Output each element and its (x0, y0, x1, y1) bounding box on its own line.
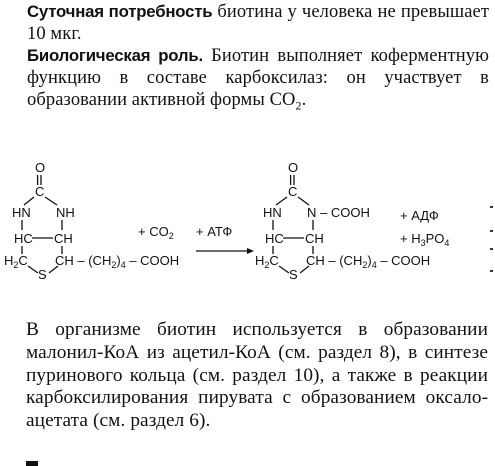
biotin-bond-c-right-n (45, 197, 57, 205)
biotin-side-chain: CH – $(CH_2)_4$ – COOH (55, 253, 180, 270)
cut-off-next-line (26, 458, 495, 466)
carboxybiotin-carbonyl-oxygen: O (288, 160, 299, 175)
page-edge-marks (487, 196, 493, 276)
biotin-right-ch: CH (54, 231, 73, 246)
biotin-sulfur: S (38, 267, 47, 280)
reaction-reagents (138, 224, 254, 254)
biotin-bond-c-left-n (24, 197, 34, 205)
product-h3po4: + $H_3PO_4$ (400, 231, 450, 248)
carboxybiotin-carbonyl-carbon: C (288, 184, 298, 199)
carboxybiotin-bond-c-left-n (276, 197, 287, 205)
carboxybiotin-n-cooh: N – COOH (307, 205, 370, 220)
biological-role-end: . (301, 90, 307, 110)
reagent-atp: + АТФ (196, 224, 233, 239)
carboxybiotin-right-ch: CH (305, 231, 324, 246)
reaction-scheme (0, 160, 495, 280)
daily-requirement-text: биотина у человека не превышает 10 мкг. (27, 2, 489, 44)
daily-requirement-paragraph (27, 1, 489, 45)
biotin-carboxylation-reaction (0, 160, 495, 280)
biological-role-heading: Биологическая роль. (27, 46, 203, 65)
biotin-left-nh: HN (12, 205, 31, 220)
biological-role-paragraph (27, 45, 489, 117)
carboxybiotin-h2c: $H_2C$ (255, 253, 279, 270)
carboxybiotin-left-hc: HC (265, 231, 284, 246)
carboxybiotin-left-nh: HN (263, 205, 282, 220)
reaction-products (400, 208, 449, 248)
reagent-co2: + $CO_2$ (138, 224, 174, 241)
carboxybiotin-side-chain: CH – $(CH_2)_4$ – COOH (306, 253, 431, 270)
biological-role-text: Биотин выполняет коферментную функцию в составе карбоксилаз: он участвует в образовании активной формы CO (27, 46, 489, 110)
carboxybiotin-s-left-bond (279, 266, 289, 273)
co2-subscript: 2 (295, 98, 302, 113)
carboxybiotin-bond-c-right-n (298, 197, 309, 205)
reaction-arrow-head (247, 248, 254, 254)
biotin-left-hc: HC (14, 231, 33, 246)
biotin-right-nh: NH (56, 205, 75, 220)
biotin-carbonyl-carbon: C (35, 184, 45, 199)
biotin-structure (4, 160, 179, 280)
biotin-s-left-bond (28, 266, 38, 273)
carboxybiotin-sulfur: S (289, 267, 298, 280)
biotin-h2c: $H_2C$ (4, 253, 28, 270)
biotin-carbonyl-oxygen: O (35, 160, 46, 175)
biotin-usage-paragraph: В организме биотин используется в образовании малонил-КоА из ацетил-КоА (см. раздел 8), в синтезе пуринового кольца (см. раздел 10), а также в реакции карбоксилирования пирувата с образованием оксалоацетата (см. раздел 6). (26, 319, 488, 432)
daily-requirement-heading: Суточная потребность (27, 2, 213, 21)
product-adp: + АДФ (400, 208, 439, 223)
